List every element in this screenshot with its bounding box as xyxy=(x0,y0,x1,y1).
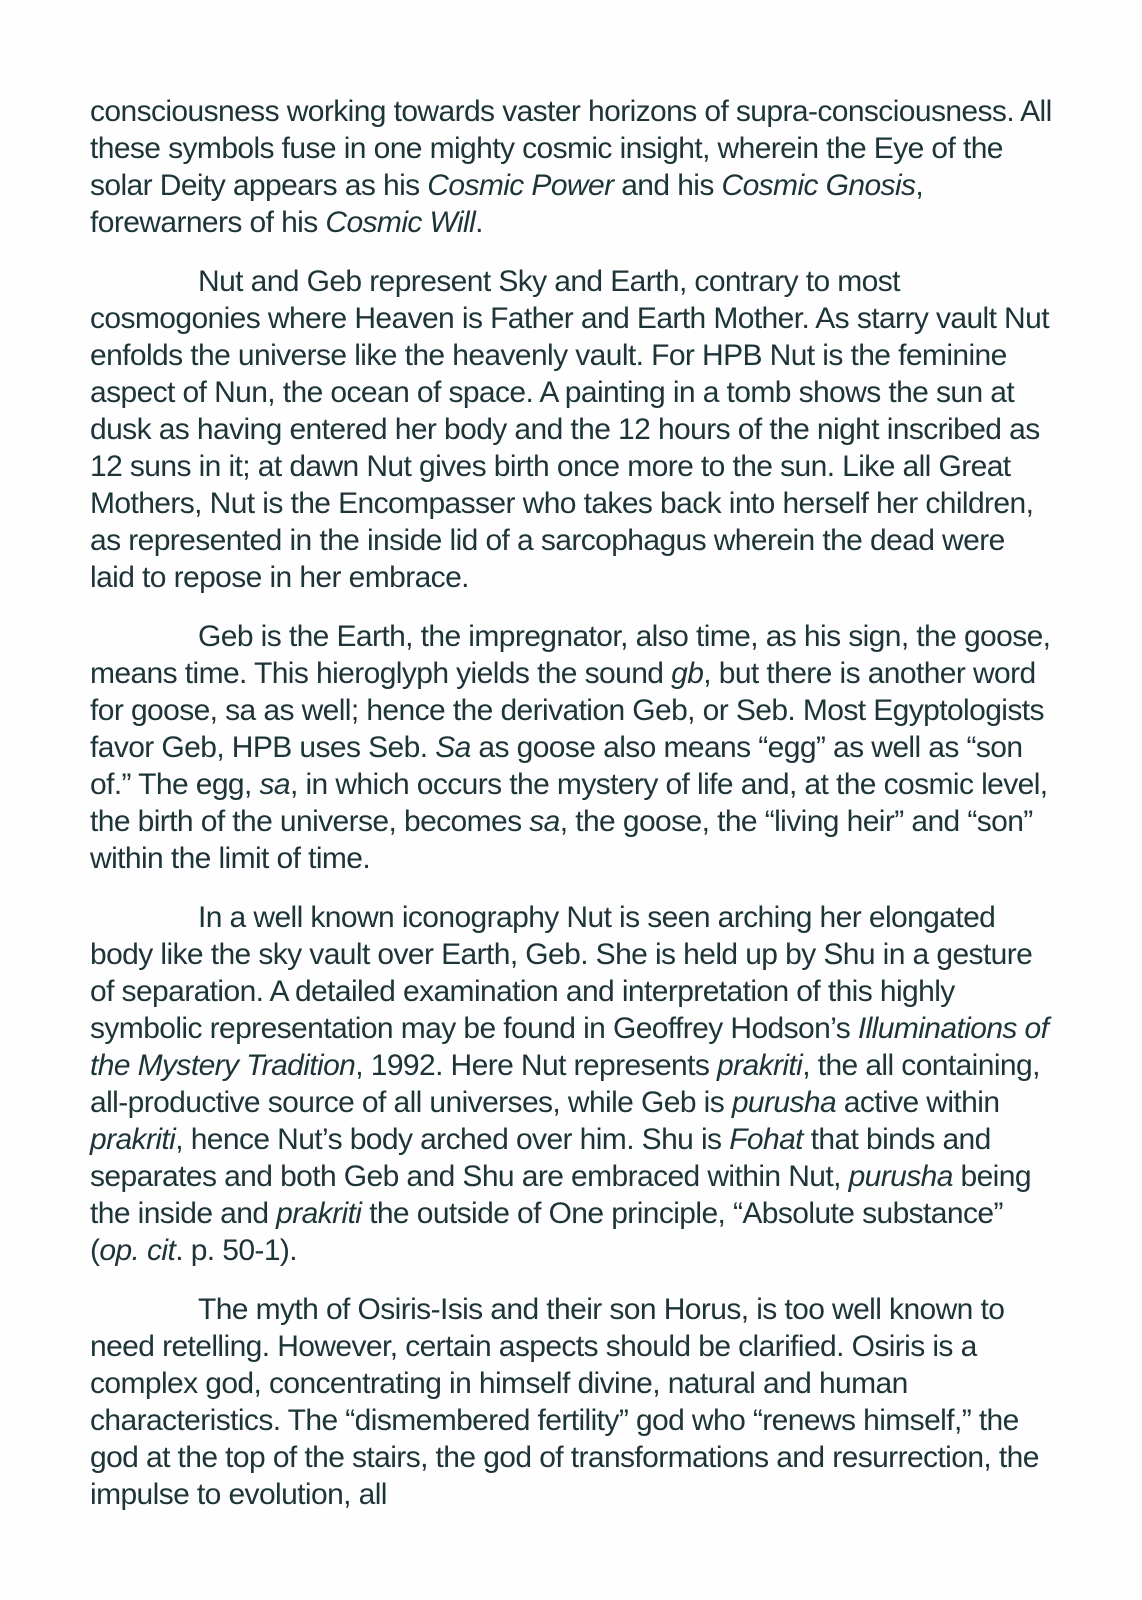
paragraph-3 xyxy=(90,618,1052,877)
text-run-italic: Illuminations of the Mystery Tradition xyxy=(90,1012,1049,1082)
text-run: The myth of Osiris-Isis and their son Horus, is too well known to need retelling. However, certain aspects should be clarified. Osiris is a complex god, concentrating in himself divine, natural and human characteristics. The “dismembered fertility” god who “renews himself,” the god at the top of the stairs, the god of transformations and resurrection, the impulse to evolution, all xyxy=(90,1293,1039,1511)
text-run-italic: Sa xyxy=(435,731,471,764)
text-run: and his xyxy=(613,169,722,202)
text-run-italic: Cosmic Will xyxy=(325,206,476,239)
text-run-italic: op. cit xyxy=(99,1234,176,1267)
text-run: , in which occurs the mystery of life and, at the cosmic level, the birth of the universe, becomes xyxy=(90,768,1048,838)
text-run-italic: Cosmic Gnosis xyxy=(721,169,916,202)
text-run-italic: sa xyxy=(259,768,290,801)
text-run-italic: purusha xyxy=(731,1086,837,1119)
text-run-italic: prakriti xyxy=(90,1123,176,1156)
text-run-italic: gb xyxy=(671,657,704,690)
text-run-italic: Cosmic Power xyxy=(427,169,614,202)
text-run: , the all containing, all-productive source of all universes, while Geb is xyxy=(90,1049,1040,1119)
text-run-italic: Fohat xyxy=(729,1123,803,1156)
text-run: consciousness working towards vaster horizons of supra-consciousness. All these symbols fuse in one mighty cosmic insight, wherein the Eye of the solar Deity appears as his xyxy=(90,95,1052,202)
text-run: In a well known iconography Nut is seen arching her elongated body like the sky vault over Earth, Geb. She is held up by Shu in a gesture of separation. A detailed examination and interpretation of this highly symbolic representation may be found in Geoffrey Hodson’s xyxy=(90,901,1033,1045)
paragraph-2 xyxy=(90,263,1052,596)
text-run: Nut and Geb represent Sky and Earth, contrary to most cosmogonies where Heaven is Father and Earth Mother. As starry vault Nut enfolds the universe like the heavenly vault. For HPB Nut is the feminine aspect of Nun, the ocean of space. A painting in a tomb shows the sun at dusk as having entered her body and the 12 hours of the night inscribed as 12 suns in it; at dawn Nut gives birth once more to the sun. Like all Great Mothers, Nut is the Encompasser who takes back into herself her children, as represented in the inside lid of a sarcophagus wherein the dead were laid to repose in her embrace. xyxy=(90,265,1049,594)
text-run: , the goose, the “living heir” and “son” within the limit of time. xyxy=(90,805,1033,875)
text-run-italic: prakriti xyxy=(717,1049,803,1082)
text-run: the outside of One principle, “Absolute substance” ( xyxy=(90,1197,1003,1267)
text-run: . xyxy=(475,206,483,239)
paragraph-4 xyxy=(90,899,1052,1269)
text-run-italic: prakriti xyxy=(276,1197,362,1230)
text-run: , hence Nut’s body arched over him. Shu is xyxy=(175,1123,730,1156)
text-run: Geb is the Earth, the impregnator, also time, as his sign, the goose, means time. This hieroglyph yields the sound xyxy=(90,620,1051,690)
text-run: , 1992. Here Nut represents xyxy=(355,1049,718,1082)
text-block xyxy=(90,93,1052,1513)
text-run: active within xyxy=(836,1086,1000,1119)
text-run: , forewarners of his xyxy=(90,169,924,239)
paragraph-1 xyxy=(90,93,1052,241)
text-run: , but there is another word for goose, sa as well; hence the derivation Geb, or Seb. Most Egyptologists favor Geb, HPB uses Seb. xyxy=(90,657,1044,764)
paragraph-5 xyxy=(90,1291,1052,1513)
text-run: being the inside and xyxy=(90,1160,1031,1230)
text-run-italic: sa xyxy=(529,805,560,838)
text-run-italic: purusha xyxy=(848,1160,953,1193)
text-run: . p. 50-1). xyxy=(175,1234,298,1267)
text-run: as goose also means “egg” as well as “son of.” The egg, xyxy=(90,731,1023,801)
text-run: that binds and separates and both Geb and Shu are embraced within Nut, xyxy=(90,1123,991,1193)
